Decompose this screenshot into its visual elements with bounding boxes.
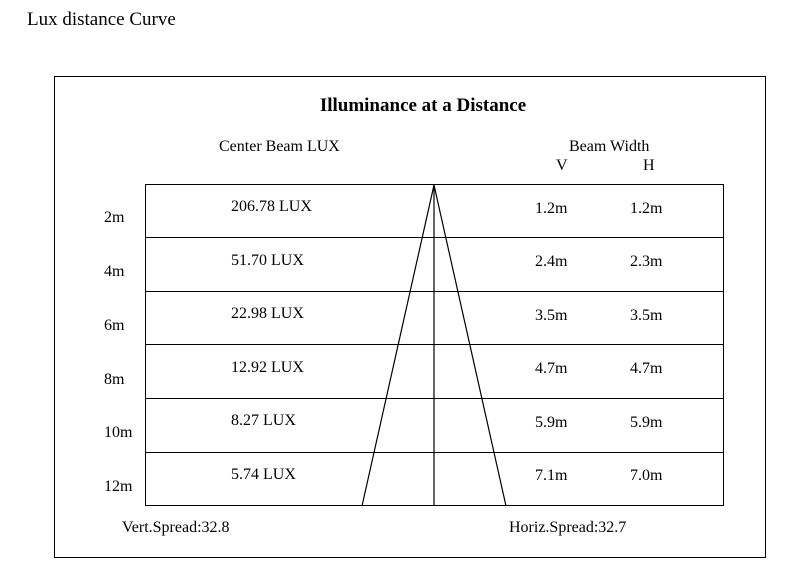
center-lux-value: 206.78 LUX xyxy=(231,198,312,215)
vertical-width-value: 5.9m xyxy=(535,414,568,431)
center-lux-value: 5.74 LUX xyxy=(231,466,296,483)
row-divider xyxy=(145,237,724,238)
distance-label: 8m xyxy=(104,371,125,388)
distance-label: 10m xyxy=(104,424,133,441)
horizontal-width-value: 4.7m xyxy=(630,360,663,377)
row-divider xyxy=(145,398,724,399)
vertical-width-header: V xyxy=(556,157,568,174)
horizontal-width-header: H xyxy=(643,157,655,174)
vertical-width-value: 1.2m xyxy=(535,200,568,217)
horizontal-spread-label: Horiz.Spread:32.7 xyxy=(509,519,627,536)
center-lux-value: 12.92 LUX xyxy=(231,359,304,376)
center-lux-value: 51.70 LUX xyxy=(231,252,304,269)
distance-label: 2m xyxy=(104,209,125,226)
vertical-width-value: 7.1m xyxy=(535,467,568,484)
center-lux-value: 22.98 LUX xyxy=(231,305,304,322)
page-title: Lux distance Curve xyxy=(27,9,176,30)
horizontal-width-value: 1.2m xyxy=(630,200,663,217)
vertical-width-value: 2.4m xyxy=(535,253,568,270)
center-lux-value: 8.27 LUX xyxy=(231,412,296,429)
distance-label: 4m xyxy=(104,263,125,280)
distance-label: 12m xyxy=(104,478,133,495)
horizontal-width-value: 5.9m xyxy=(630,414,663,431)
lux-table-grid xyxy=(145,184,724,506)
vertical-width-value: 4.7m xyxy=(535,360,568,377)
vertical-width-value: 3.5m xyxy=(535,307,568,324)
row-divider xyxy=(145,452,724,453)
diagram-title: Illuminance at a Distance xyxy=(319,95,527,116)
horizontal-width-value: 2.3m xyxy=(630,253,663,270)
center-beam-lux-header: Center Beam LUX xyxy=(219,138,340,155)
vertical-spread-label: Vert.Spread:32.8 xyxy=(122,519,230,536)
horizontal-width-value: 7.0m xyxy=(630,467,663,484)
row-divider xyxy=(145,291,724,292)
horizontal-width-value: 3.5m xyxy=(630,307,663,324)
row-divider xyxy=(145,344,724,345)
beam-width-header: Beam Width xyxy=(569,138,650,155)
distance-label: 6m xyxy=(104,317,125,334)
